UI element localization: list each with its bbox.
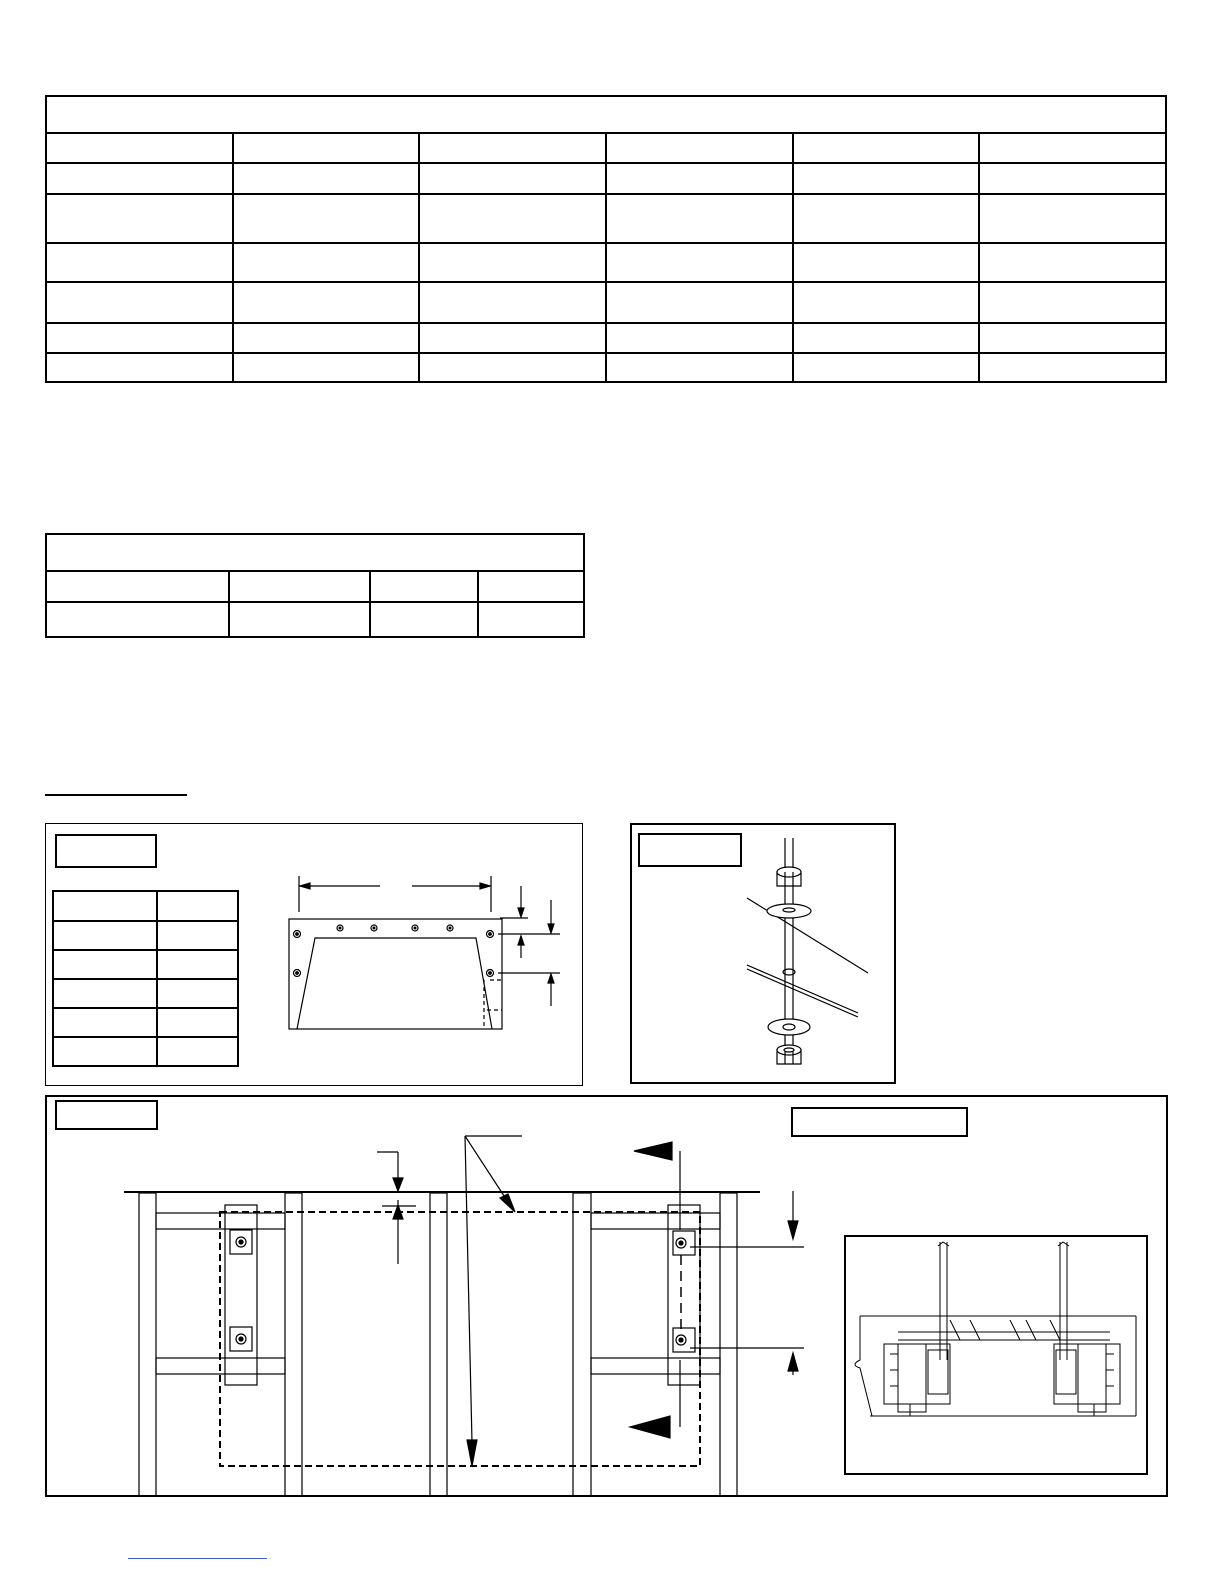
table-cell [233,323,420,353]
table-cell [46,243,233,282]
table-cell [229,571,370,602]
table-cell [419,194,606,243]
table-cell [53,950,157,979]
table-cell [46,602,229,637]
bracket-detail-drawing-icon [850,1240,1142,1470]
table-cell [979,353,1166,382]
table-cell [606,323,793,353]
table-cell [46,194,233,243]
table-cell [793,282,980,323]
table-cell [233,282,420,323]
table-cell [157,979,238,1008]
table-cell [157,921,238,950]
table-cell [157,891,238,921]
hole-spacing-table [52,890,239,1067]
table-cell [419,353,606,382]
table-cell [419,282,606,323]
section-heading-underline [45,794,187,796]
table-cell [979,163,1166,194]
panel-outline-drawing-icon [270,870,570,1040]
table-cell [370,571,478,602]
table-cell [793,353,980,382]
table-cell [53,979,157,1008]
table-cell [606,163,793,194]
footer-link-underline[interactable] [128,1558,267,1559]
table-cell [46,353,233,382]
table-cell [46,133,233,163]
table-cell [46,282,233,323]
table-cell [157,950,238,979]
table-cell [793,133,980,163]
table-cell [606,194,793,243]
table-cell [419,323,606,353]
table-cell [606,243,793,282]
table-cell [157,1037,238,1066]
table-cell [53,891,157,921]
figure-label-box [55,834,157,868]
table-cell [46,163,233,194]
table-cell [793,243,980,282]
table-cell [606,133,793,163]
table-cell [793,194,980,243]
table-cell [233,163,420,194]
table-cell [979,282,1166,323]
table-cell [979,243,1166,282]
table-cell [979,133,1166,163]
table-cell [229,602,370,637]
frame-dimension-arrows-icon [690,1185,810,1395]
table-cell [606,282,793,323]
table-cell [419,133,606,163]
figure-label-box [638,833,742,867]
second-specifications-table [45,533,585,638]
table-cell [419,243,606,282]
table-cell [233,353,420,382]
top-specifications-table [45,95,1167,383]
table-cell [233,194,420,243]
table-cell [979,323,1166,353]
table-cell [370,602,478,637]
threaded-rod-hardware-icon [740,838,875,1070]
table-cell [53,921,157,950]
table-cell [157,1008,238,1037]
table-cell [233,243,420,282]
table-cell [793,323,980,353]
table-cell [419,163,606,194]
table-cell [478,602,584,637]
table-cell [46,571,229,602]
table-cell [53,1037,157,1066]
table-cell [53,1008,157,1037]
top-table-header-row [46,96,1166,133]
table-cell [793,163,980,194]
table-cell [46,323,233,353]
second-table-header-row [46,534,584,571]
table-cell [979,194,1166,243]
table-cell [233,133,420,163]
table-cell [606,353,793,382]
figure-label-box [55,1100,158,1130]
table-cell [478,571,584,602]
